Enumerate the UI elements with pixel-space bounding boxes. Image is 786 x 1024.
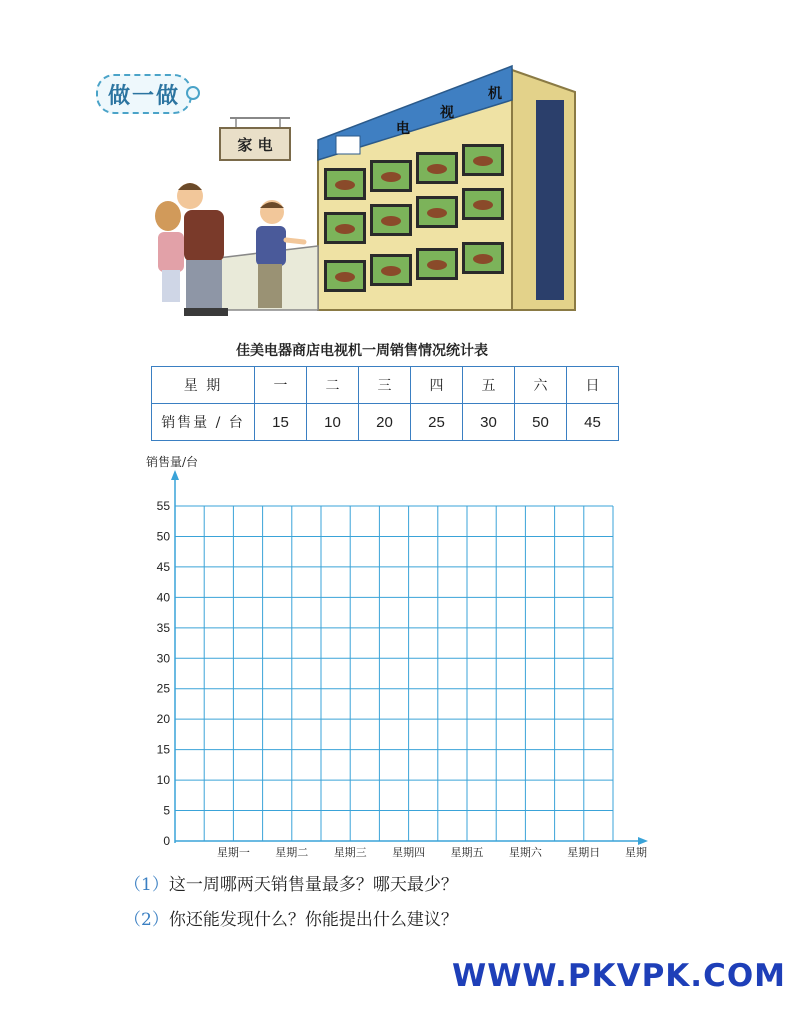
table-cell-sales: 15 [255,404,307,441]
table-cell-sales: 50 [515,404,567,441]
table-title: 佳美电器商店电视机一周销售情况统计表 [236,343,488,359]
y-tick-label: 30 [156,651,170,666]
table-row [152,367,619,404]
table-cell-day: 日 [567,367,619,404]
store-sign-text: 家 电 [237,136,273,154]
x-tick-label: 星期日 [567,846,601,859]
x-tick-label: 星期四 [392,846,426,859]
y-tick-label: 25 [156,681,170,696]
horse-icon [427,164,447,174]
y-tick-label: 45 [156,559,170,574]
x-tick-label: 星期三 [333,846,367,859]
table-cell-day: 四 [411,367,463,404]
y-tick-label: 10 [156,773,170,788]
horse-icon [335,272,355,282]
y-tick-label: 15 [156,742,170,757]
horse-icon [427,260,447,270]
question-1-text: 这一周哪两天销售量最多？哪天最少？ [168,875,458,895]
horse-icon [381,172,401,182]
horse-icon [473,254,493,264]
x-tick-label: 星期六 [508,846,542,859]
table-cell-day: 五 [463,367,515,404]
row-label-sales: 销售量 / 台 [152,404,255,441]
table-cell-sales: 45 [567,404,619,441]
x-tick-label: 星期二 [275,846,309,859]
x-axis-arrow-icon [638,837,648,845]
horse-icon [335,224,355,234]
question-2-number: （2） [124,910,169,930]
table-cell-day: 三 [359,367,411,404]
table-cell-sales: 30 [463,404,515,441]
x-tick-label: 星期五 [450,846,484,859]
tv-sign-char-1: 电 [396,121,410,137]
table-cell-sales: 10 [307,404,359,441]
y-tick-label: 0 [163,834,170,848]
x-axis-label: 星期 [625,846,647,859]
row-label-weekday: 星 期 [152,367,255,404]
table-row [152,404,619,441]
watermark: WWW.PKVPK.COM [452,958,786,994]
question-2-text: 你还能发现什么？你能提出什么建议？ [168,910,458,930]
horse-icon [335,180,355,190]
table-cell-day: 六 [515,367,567,404]
question-1-number: （1） [124,875,169,895]
y-tick-label: 50 [156,529,170,544]
y-axis-label: 销售量/台 [146,455,199,469]
horse-icon [427,208,447,218]
y-axis-arrow-icon [171,470,179,480]
table-cell-sales: 25 [411,404,463,441]
horse-icon [381,216,401,226]
y-tick-label: 5 [163,803,170,818]
y-tick-label: 35 [156,620,170,635]
horse-icon [381,266,401,276]
horse-icon [473,200,493,210]
table-cell-day: 一 [255,367,307,404]
y-tick-label: 55 [156,499,170,513]
question-1 [124,870,458,895]
y-tick-label: 20 [156,712,170,727]
y-tick-label: 40 [156,590,170,605]
question-2 [124,905,458,930]
store-illustration [0,0,724,330]
x-tick-label: 星期一 [216,846,250,859]
horse-icon [473,156,493,166]
table-cell-sales: 20 [359,404,411,441]
tv-sign-char-3: 机 [488,86,502,102]
table-cell-day: 二 [307,367,359,404]
tv-sign-char-2: 视 [440,105,454,121]
activity-label: 做一做 [107,82,180,109]
sales-table [151,366,619,441]
